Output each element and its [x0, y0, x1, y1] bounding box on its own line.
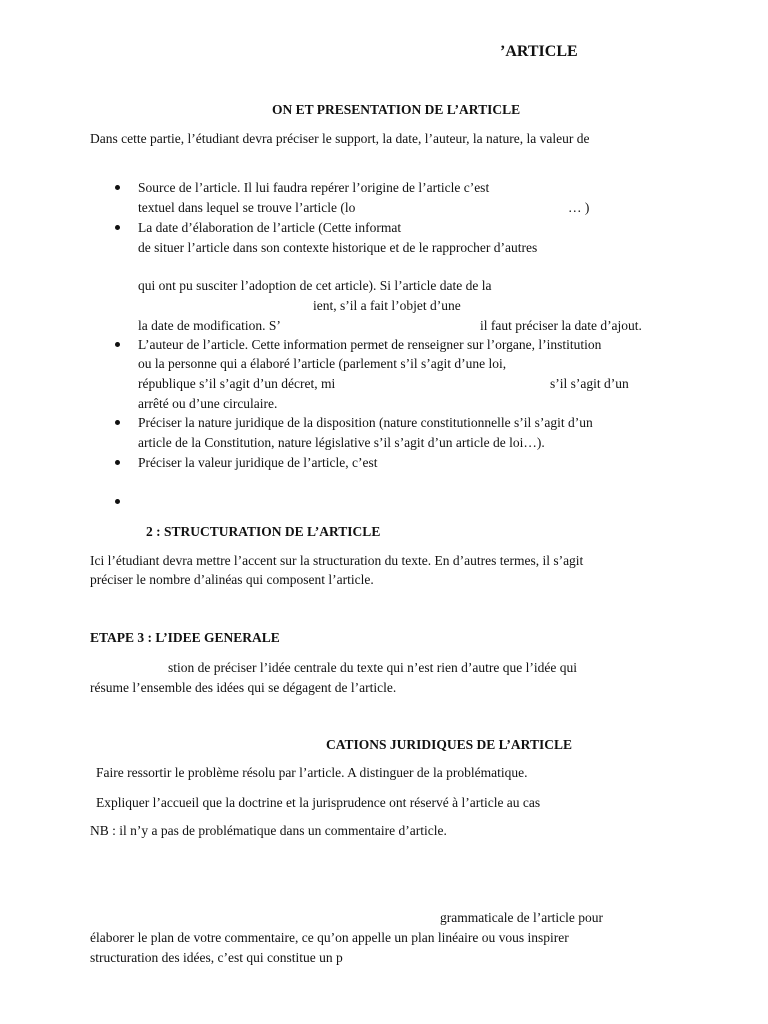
- section3-line2: résume l’ensemble des idées qui se dégagent de l’article.: [90, 680, 397, 695]
- section2-line2: préciser le nombre d’alinéas qui composent l’article.: [90, 572, 374, 587]
- bullet2-line2: de situer l’article dans son contexte historique et de le rapprocher d’autres: [138, 240, 538, 255]
- bullet2-line5: la date de modification. S’: [138, 318, 281, 333]
- closing-line2: élaborer le plan de votre commentaire, ce qu’on appelle un plan linéaire ou vous inspirer: [90, 930, 569, 945]
- bullet3-line4: arrêté ou d’une circulaire.: [138, 396, 278, 411]
- section4-line2: Expliquer l’accueil que la doctrine et la jurisprudence ont réservé à l’article au cas: [96, 795, 541, 810]
- bullet-dot: [115, 342, 120, 347]
- bullet2-line4: ient, s’il a fait l’objet d’une: [313, 298, 461, 313]
- section3-heading: ETAPE 3 : L’IDEE GENERALE: [90, 630, 280, 645]
- bullet-dot: [115, 185, 120, 190]
- section4-line1: Faire ressortir le problème résolu par l’article. A distinguer de la problématique.: [96, 765, 528, 780]
- bullet1-line2-tail: … ): [568, 200, 590, 215]
- section1-heading: ON ET PRESENTATION DE L’ARTICLE: [272, 102, 521, 117]
- bullet4-line1: Préciser la nature juridique de la disposition (nature constitutionnelle s’il s’agit d’un: [138, 415, 593, 430]
- page-title: ’ARTICLE: [500, 43, 578, 60]
- section1-intro: Dans cette partie, l’étudiant devra préciser le support, la date, l’auteur, la nature, la valeur de: [90, 131, 590, 146]
- bullet-dot: [115, 460, 120, 465]
- section2-line1: Ici l’étudiant devra mettre l’accent sur la structuration du texte. En d’autres termes, il s’agit: [90, 553, 584, 568]
- bullet3-line3-tail: s’il s’agit d’un: [550, 376, 629, 391]
- bullet2-line5-tail: il faut préciser la date d’ajout.: [480, 318, 642, 333]
- bullet4-line2: article de la Constitution, nature législative s’il s’agit d’un article de loi…).: [138, 435, 545, 450]
- bullet3-line1: L’auteur de l’article. Cette information permet de renseigner sur l’organe, l’institution: [138, 337, 602, 352]
- bullet-dot: [115, 420, 120, 425]
- section2-heading: 2 : STRUCTURATION DE L’ARTICLE: [146, 524, 381, 539]
- bullet-dot: [115, 225, 120, 230]
- bullet5-line1: Préciser la valeur juridique de l’article, c’est: [138, 455, 378, 470]
- nb-note: NB : il n’y a pas de problématique dans un commentaire d’article.: [90, 823, 447, 838]
- section4-heading: CATIONS JURIDIQUES DE L’ARTICLE: [326, 737, 572, 752]
- bullet3-line2: ou la personne qui a élaboré l’article (parlement s’il s’agit d’une loi,: [138, 356, 507, 371]
- bullet-dot: [115, 499, 120, 504]
- closing-line1: grammaticale de l’article pour: [440, 910, 604, 925]
- bullet3-line3: république s’il s’agit d’un décret, mi: [138, 376, 336, 391]
- bullet2-line3: qui ont pu susciter l’adoption de cet article). Si l’article date de la: [138, 278, 492, 293]
- closing-line3: structuration des idées, c’est qui constitue un p: [90, 950, 343, 965]
- bullet1-line2: textuel dans lequel se trouve l’article (lo: [138, 200, 356, 215]
- section3-line1: stion de préciser l’idée centrale du texte qui n’est rien d’autre que l’idée qui: [168, 660, 577, 675]
- bullet1-line1: Source de l’article. Il lui faudra repérer l’origine de l’article c’est: [138, 180, 490, 195]
- bullet2-line1: La date d’élaboration de l’article (Cette informat: [138, 220, 402, 235]
